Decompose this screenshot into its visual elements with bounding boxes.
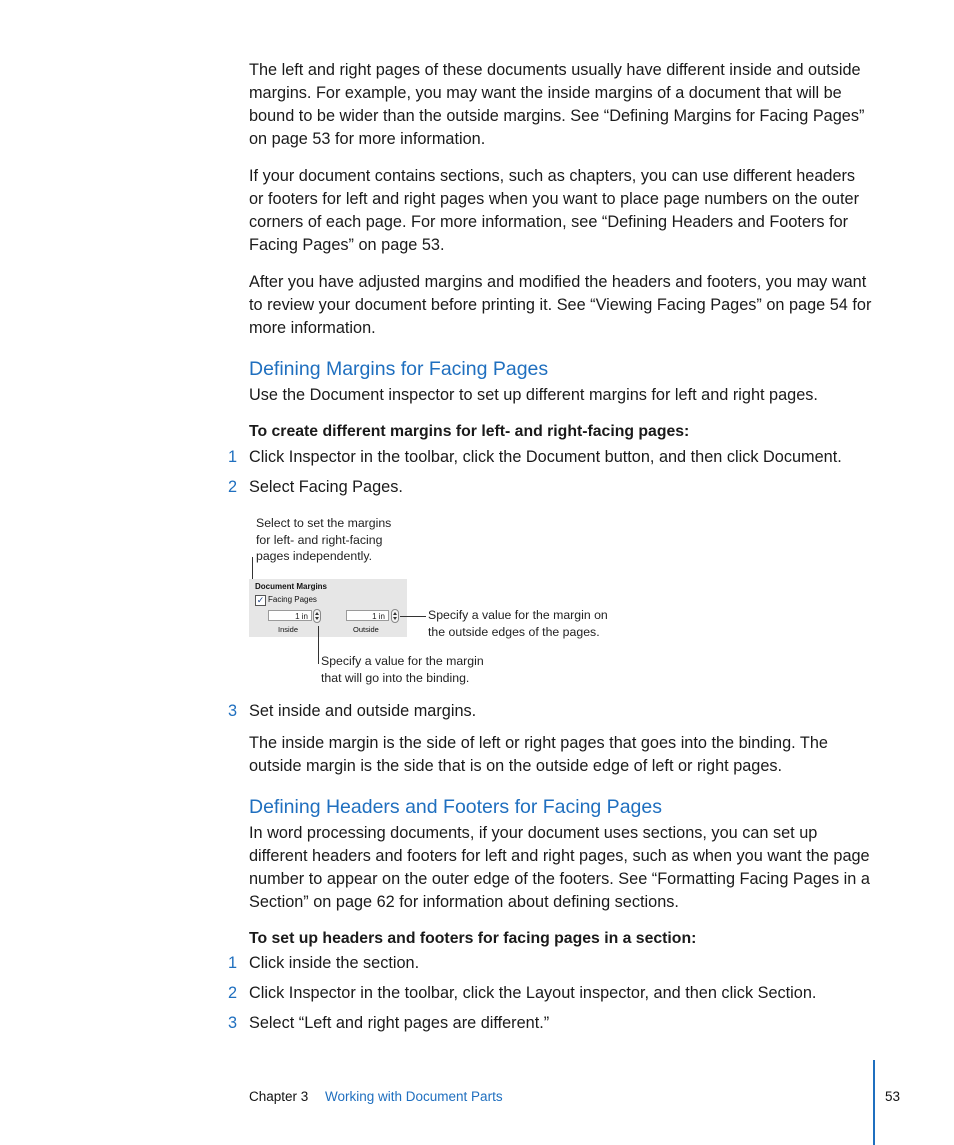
step-text: Click Inspector in the toolbar, click the Layout inspector, and then click Section. bbox=[249, 984, 817, 1002]
outside-margin-field[interactable]: 1 in bbox=[346, 610, 389, 621]
step-number: 2 bbox=[228, 984, 238, 1002]
panel-title: Document Margins bbox=[255, 582, 328, 591]
step-text: Set inside and outside margins. bbox=[249, 702, 477, 720]
section-heading-headers-footers: Defining Headers and Footers for Facing Pages bbox=[249, 796, 662, 818]
section1-task-title: To create different margins for left- and right-facing pages: bbox=[249, 423, 690, 440]
callout-line: that will go into the binding. bbox=[321, 670, 470, 685]
section1-intro: Use the Document inspector to set up different margins for left and right pages. bbox=[249, 386, 818, 404]
section2-task-title: To set up headers and footers for facing pages in a section: bbox=[249, 930, 697, 947]
callout-line: Select to set the margins bbox=[256, 516, 392, 530]
step-text: Select Facing Pages. bbox=[249, 478, 403, 496]
inside-margin-field[interactable]: 1 in bbox=[268, 610, 312, 621]
callout-line: for left- and right-facing bbox=[256, 532, 383, 547]
intro-paragraph-2: If your document contains sections, such as chapters, you can use different headers or footers for left and right pages when you want to place page numbers on the outer corners of each page. For more information, see “Defining Headers and Footers for Facing Pages” on page 53. bbox=[249, 167, 860, 254]
callout-leader-right bbox=[400, 616, 426, 617]
step-number: 2 bbox=[228, 478, 238, 496]
section-heading-margins: Defining Margins for Facing Pages bbox=[249, 358, 549, 380]
step-text: Click Inspector in the toolbar, click the Document button, and then click Document. bbox=[249, 448, 842, 466]
step-number: 3 bbox=[228, 1014, 238, 1032]
facing-pages-checkbox[interactable]: ✓ bbox=[256, 595, 265, 605]
facing-pages-label: Facing Pages bbox=[268, 595, 317, 604]
callout-outside-margin bbox=[428, 607, 608, 640]
step-number: 1 bbox=[228, 448, 238, 466]
page-number: 53 bbox=[885, 1089, 901, 1104]
footer-chapter: Chapter 3 bbox=[249, 1089, 309, 1104]
callout-line: Specify a value for the margin bbox=[321, 654, 484, 668]
section1-after-step3: The inside margin is the side of left or right pages that goes into the binding. The outside margin is the side that is on the outside edge of left or right pages. bbox=[249, 734, 828, 775]
document-margins-panel bbox=[249, 579, 407, 637]
callout-line: Specify a value for the margin on bbox=[428, 608, 608, 622]
callout-line: pages independently. bbox=[256, 549, 373, 563]
section2-step-3 bbox=[228, 1012, 549, 1035]
callout-facing-pages bbox=[256, 515, 391, 565]
section2-step-2 bbox=[228, 982, 816, 1005]
step-text: Click inside the section. bbox=[249, 954, 420, 972]
callout-leader-bottom bbox=[318, 626, 319, 664]
outside-label: Outside bbox=[353, 625, 379, 634]
section2-step-1 bbox=[228, 952, 419, 975]
footer-divider bbox=[873, 1060, 875, 1145]
section1-step-3 bbox=[228, 700, 476, 723]
section2-intro: In word processing documents, if your document uses sections, you can set up different headers and footers for left and right pages, such as when you want the page number to appear on the outer edge of the footers. See “Formatting Facing Pages in a Section” on page 62 for information about defining sections. bbox=[249, 824, 870, 911]
section1-step-2 bbox=[228, 476, 403, 499]
callout-line: the outside edges of the pages. bbox=[428, 624, 600, 639]
outside-margin-stepper[interactable] bbox=[391, 609, 399, 623]
intro-paragraph-1: The left and right pages of these documents usually have different inside and outside margins. For example, you may want the inside margins of a document that will be bound to be wider than the outside margins. See “Defining Margins for Facing Pages” on page 53 for more information. bbox=[249, 61, 865, 148]
step-text: Select “Left and right pages are different.” bbox=[249, 1014, 550, 1032]
inside-margin-stepper[interactable] bbox=[313, 609, 321, 623]
footer-chapter-title: Working with Document Parts bbox=[325, 1089, 503, 1104]
inside-label: Inside bbox=[278, 625, 299, 634]
step-number: 1 bbox=[228, 954, 238, 972]
callout-inside-margin bbox=[321, 653, 484, 686]
intro-paragraph-3: After you have adjusted margins and modified the headers and footers, you may want to review your document before printing it. See “Viewing Facing Pages” on page 54 for more information. bbox=[249, 273, 872, 337]
section1-step-1 bbox=[228, 446, 842, 469]
step-number: 3 bbox=[228, 702, 238, 720]
